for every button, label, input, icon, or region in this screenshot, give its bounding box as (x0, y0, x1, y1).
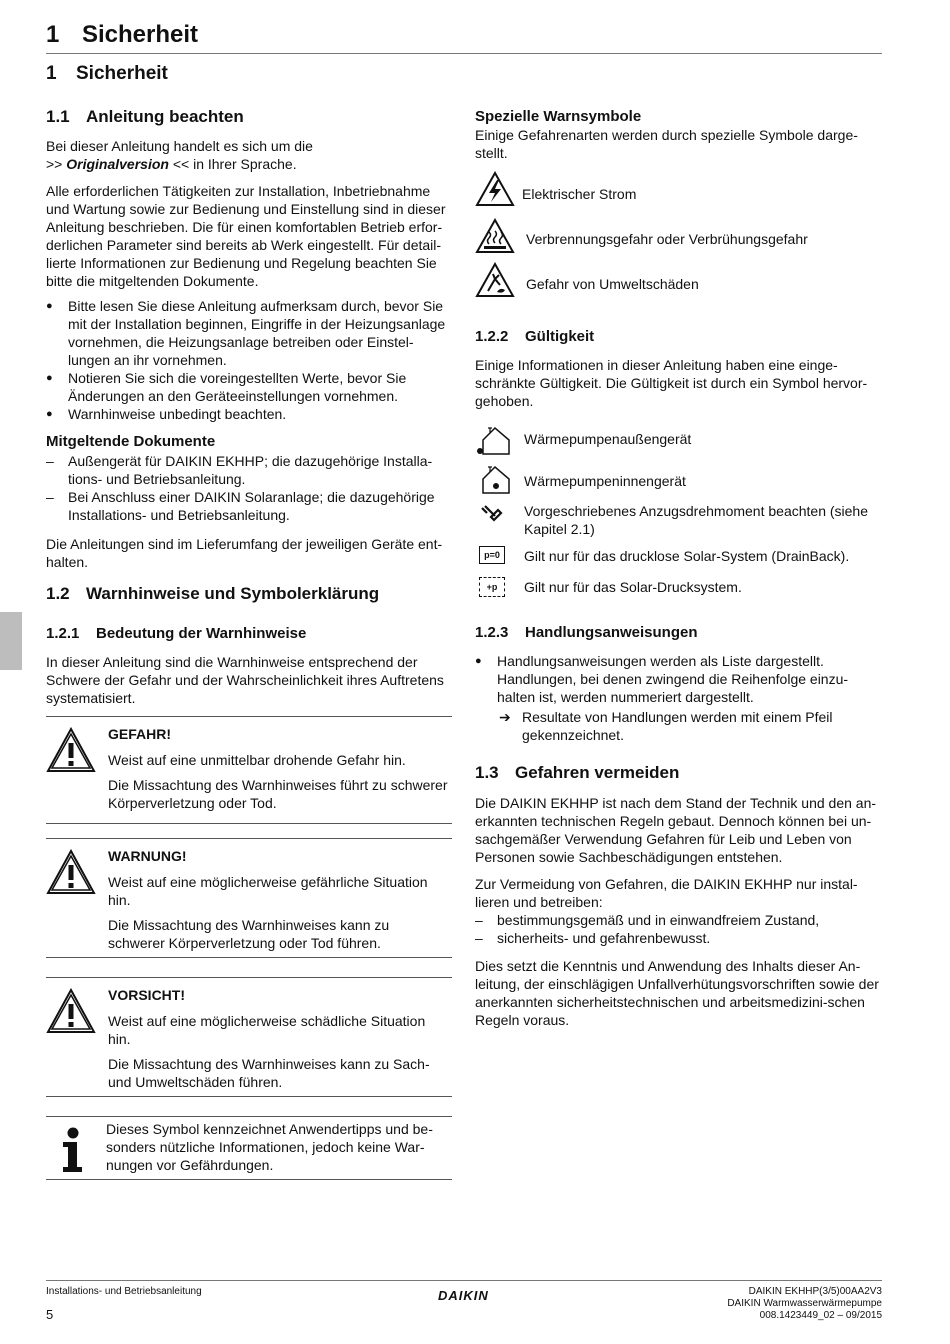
info-text: Dieses Symbol kennzeichnet Anwendertipps und be-sonders nützliche Informationen, jedoch keine War-nungen vor Gefährdungen. (106, 1121, 433, 1173)
caution-line-1: Weist auf eine möglicherweise schädliche Situation hin. (108, 1013, 426, 1047)
list-item: ● Handlungsanweisungen werden als Liste dargestellt. Handlungen, bei denen zwingend die Reihenfolge einzu-halten ist, werden nummeriert dargestellt. (475, 652, 883, 706)
danger-text (108, 725, 448, 812)
chapter-title: Sicherheit (76, 63, 168, 84)
section-1-2-3-heading (475, 623, 698, 643)
caution-box (46, 977, 452, 1097)
intro-line-1: Bei dieser Anleitung handelt es sich um die (46, 138, 313, 154)
danger-line-2: Die Missachtung des Warnhinweises führt zu schwerer Körperverletzung oder Tod. (108, 777, 448, 811)
caution-line-2: Die Missachtung des Warnhinweises kann zu Sach- und Umweltschäden führen. (108, 1056, 430, 1090)
section-1-2-2-number: 1.2.2 (475, 328, 509, 345)
related-documents-list (46, 452, 454, 524)
header-number: 1 (46, 21, 60, 48)
section-1-3-number: 1.3 (475, 763, 499, 782)
list-item: – bestimmungsgemäß und in einwandfreiem Zustand, (475, 911, 883, 929)
result-item (475, 708, 883, 744)
hazard-conditions-list (475, 911, 883, 947)
page-number: 5 (46, 1307, 54, 1322)
validity-drainback (475, 546, 885, 568)
hazard-paragraph-1: Die DAIKIN EKHHP ist nach dem Stand der Technik und den an-erkannten technischen Regeln gebaut. Dennoch können bei un-sachgemäßer Verwendung Gefahren für Leib und Leben von Personen sowie Sachbeschädigungen entstehen. (475, 795, 877, 865)
pressure-system-label: Gilt nur für das Solar-Drucksystem. (524, 579, 742, 595)
section-1-1-number: 1.1 (46, 107, 70, 126)
drainback-label: Gilt nur für das drucklose Solar-System (DrainBack). (524, 548, 850, 564)
section-1-2-2-title: Gültigkeit (525, 328, 595, 345)
chapter-number: 1 (46, 63, 57, 84)
special-symbol-environment (475, 262, 885, 302)
list-item: – sicherheits- und gefahrenbewusst. (475, 929, 883, 947)
indoor-label: Wärmepumpeninnengerät (524, 473, 686, 489)
special-symbols-intro: Einige Gefahrenarten werden durch spezielle Symbole darge-stellt. (475, 127, 858, 161)
section-1-2-heading (46, 583, 379, 605)
section-1-3-body (475, 794, 883, 1029)
daikin-logo: DAIKIN (438, 1288, 489, 1303)
burn-label: Verbrennungsgefahr oder Verbrühungsgefahr (526, 231, 808, 247)
validity-indoor (475, 463, 885, 497)
hot-surface-icon (475, 218, 515, 254)
outdoor-unit-icon (475, 424, 515, 456)
section-1-2-number: 1.2 (46, 584, 70, 603)
intro-prefix: >> (46, 156, 67, 172)
original-version-emphasis: Originalversion (66, 156, 169, 172)
list-item: – Außengerät für DAIKIN EKHHP; die dazugehörige Installa-tions- und Betriebsanleitung. (46, 452, 454, 488)
pressure-plus-icon: +p (479, 577, 505, 597)
warning-icon (46, 849, 96, 895)
documents-note: Die Anleitungen sind im Lieferumfang der jeweiligen Geräte ent-halten. (46, 536, 443, 570)
section-1-3-title: Gefahren vermeiden (515, 763, 680, 782)
result-text: Resultate von Handlungen werden mit einem Pfeil gekennzeichnet. (522, 709, 833, 743)
torque-label: Vorgeschriebenes Anzugsdrehmoment beachten (siehe Kapitel 2.1) (524, 503, 868, 537)
danger-title: GEFAHR! (108, 726, 171, 742)
caution-icon (46, 988, 96, 1034)
instructions-body (475, 652, 883, 744)
header-rule (46, 53, 882, 54)
chapter-side-tab (0, 612, 22, 670)
instructions-list (475, 652, 883, 706)
list-item: ● Notieren Sie sich die voreingestellten Werte, bevor Sie Änderungen an den Geräteeinstellungen vornehmen. (46, 369, 454, 405)
intro-line-2 (46, 155, 454, 173)
warning-box (46, 838, 452, 958)
info-box (46, 1116, 452, 1180)
environment-label: Gefahr von Umweltschäden (526, 276, 699, 292)
outdoor-label: Wärmepumpenaußengerät (524, 431, 692, 447)
danger-box (46, 716, 452, 824)
footer-document-type: Installations- und Betriebsanleitung (46, 1286, 202, 1297)
footer-product: DAIKIN Warmwasserwärmepumpe (727, 1298, 882, 1309)
validity-pressure-system (475, 577, 885, 599)
section-1-1-heading (46, 106, 244, 128)
validity-outdoor (475, 424, 885, 458)
section-1-2-2-heading (475, 327, 594, 347)
chapter-heading (46, 62, 168, 86)
warning-text (108, 847, 448, 952)
section-1-1-body (46, 137, 454, 571)
footer-product-info (727, 1286, 882, 1322)
warnings-intro: In dieser Anleitung sind die Warnhinweise entsprechend der Schwere der Gefahr und der Wahrscheinlichkeit ihres Auftretens systematisiert. (46, 654, 444, 706)
instructions-paragraph: Alle erforderlichen Tätigkeiten zur Installation, Inbetriebnahme und Wartung sowie zur Bedienung und Einstellung sind in dieser Anleitung beschrieben. Die für einen komfortablen Betrieb erfor-derlichen Parameter sind bereits ab Werk eingestellt. Für detail-lierte Informationen zur Bedienung und Regelung beachten Sie bitte die mitgeltenden Dokumente. (46, 183, 446, 289)
list-item: ● Warnhinweise unbedingt beachten. (46, 405, 454, 423)
hazard-paragraph-3: Dies setzt die Kenntnis und Anwendung des Inhalts dieser An-leitung, der einschlägigen Unfallverhütungsvorschriften sowie der anerkannten sicherheitstechnischen und arbeitsmedizini-schen Regeln voraus. (475, 958, 879, 1028)
section-1-2-1-title: Bedeutung der Warnhinweise (96, 625, 307, 642)
caution-title: VORSICHT! (108, 987, 185, 1003)
section-1-2-3-title: Handlungsanweisungen (525, 624, 698, 641)
warning-line-2: Die Missachtung des Warnhinweises kann zu schwerer Körperverletzung oder Tod führen. (108, 917, 390, 951)
section-1-2-3-number: 1.2.3 (475, 624, 509, 641)
validity-torque (475, 502, 885, 542)
arrow-right-icon: ➔ (499, 709, 511, 725)
danger-line-1: Weist auf eine unmittelbar drohende Gefahr hin. (108, 752, 406, 768)
special-symbols-heading: Spezielle Warnsymbole (475, 108, 642, 125)
instruction-bullets (46, 297, 454, 423)
pressure-zero-icon: p=0 (479, 546, 505, 564)
section-1-2-title: Warnhinweise und Symbolerklärung (86, 584, 380, 603)
warning-title: WARNUNG! (108, 848, 187, 864)
warning-line-1: Weist auf eine möglicherweise gefährliche Situation hin. (108, 874, 428, 908)
danger-warning-icon (46, 727, 96, 773)
hazard-paragraph-2: Zur Vermeidung von Gefahren, die DAIKIN EKHHP nur instal-lieren und betreiben: (475, 876, 858, 910)
intro-suffix: << in Ihrer Sprache. (168, 156, 297, 172)
related-documents-heading: Mitgeltende Dokumente (46, 433, 216, 450)
validity-intro: Einige Informationen in dieser Anleitung haben eine einge-schränkte Gültigkeit. Die Gültigkeit ist durch ein Symbol hervor-gehoben. (475, 357, 868, 409)
environment-hazard-icon (475, 262, 515, 298)
footer-doc-number: 008.1423449_02 – 09/2015 (759, 1310, 882, 1321)
special-symbol-burn (475, 218, 885, 258)
page-header-title (46, 20, 198, 50)
section-1-2-1-heading (46, 624, 306, 644)
caution-text (108, 986, 448, 1091)
footer-model: DAIKIN EKHHP(3/5)00AA2V3 (748, 1286, 882, 1297)
section-1-1-title: Anleitung beachten (86, 107, 244, 126)
wrench-icon (479, 504, 503, 524)
special-symbol-electric (475, 171, 885, 209)
section-1-3-heading (475, 762, 679, 784)
electric-hazard-icon (475, 171, 515, 207)
indoor-unit-icon (475, 463, 515, 495)
list-item: – Bei Anschluss einer DAIKIN Solaranlage; die dazugehörige Installations- und Betriebsanleitung. (46, 488, 454, 524)
footer-rule (46, 1280, 882, 1281)
list-item: ● Bitte lesen Sie diese Anleitung aufmerksam durch, bevor Sie mit der Installation beginnen, Eingriffe in der Heizungsanlage vornehmen, die Heizungsanlage betreiben oder Einstel-lungen an ihr vornehmen. (46, 297, 454, 369)
info-icon (60, 1127, 86, 1173)
electric-label: Elektrischer Strom (522, 186, 637, 202)
header-text: Sicherheit (82, 21, 199, 48)
section-1-2-1-number: 1.2.1 (46, 625, 80, 642)
